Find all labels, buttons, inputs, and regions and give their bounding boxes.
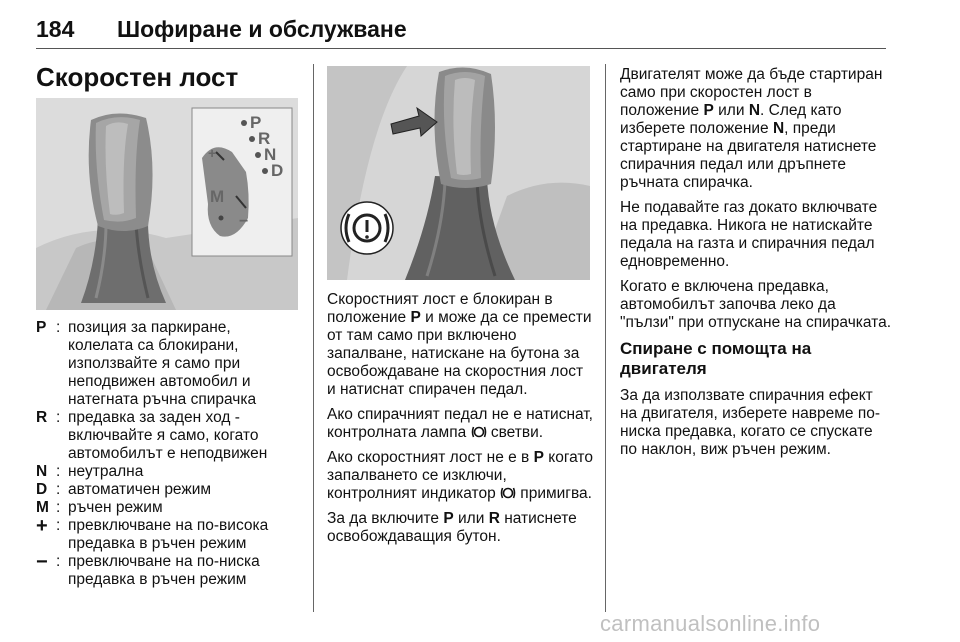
paragraph: За да включите P или R натиснете освобождаващия бутон. xyxy=(327,510,577,545)
gear-minus-symbol: − xyxy=(239,213,249,230)
gear-position-definitions xyxy=(36,319,298,589)
definition-row: − : превключване на по-ниска предавка в ръчен режим xyxy=(36,551,260,588)
column-divider-left xyxy=(313,64,314,612)
definition-row: R : предавка за заден ход - включвайте я само, когато автомобилът е неподвижен xyxy=(36,409,268,462)
paragraph: Двигателят може да бъде стартиран само при скоростен лост в положение P или N. След като изберете положение N, преди стартиране на двигателя натиснете спирачния педал или дръпнете ръчната спирачка. xyxy=(620,66,883,191)
brake-warning-icon xyxy=(471,425,487,439)
gear-letter-m: M xyxy=(210,187,225,206)
definition-row: N : неутрална xyxy=(36,463,144,480)
engine-braking-heading: Спиране с помощта на двигателя xyxy=(620,339,812,378)
header-rule xyxy=(36,48,886,49)
paragraph: Ако скоростният лост не е в P когато запалването се изключи, контролният индикатор примигва. xyxy=(327,449,593,502)
paragraph: За да използвате спирачния ефект на двигателя, изберете навреме по-ниска предавка, когато се спускате по наклон, виж ръчен режим. xyxy=(620,387,881,458)
brake-warning-icon xyxy=(500,486,516,500)
definition-row: + : превключване на по-висока предавка в ръчен режим xyxy=(36,515,269,552)
watermark: carmanualsonline.info xyxy=(600,611,821,636)
paragraph: Ако спирачният педал не е натиснат, контролната лампа светви. xyxy=(327,406,593,441)
section-title: Скоростен лост xyxy=(36,62,239,92)
paragraph: Когато е включена предавка, автомобилът започва леко да "пълзи" при отпускане на спирачката. xyxy=(620,278,892,331)
chapter-title: Шофиране и обслужване xyxy=(117,16,407,42)
gear-plus-symbol: + xyxy=(208,145,217,161)
definition-row: P : позиция за паркиране, колелата са блокирани, използвайте я само при неподвижен автомобил и натегната ръчна спирачка xyxy=(36,319,257,408)
right-column-text xyxy=(620,66,892,466)
gear-lever-release-illustration xyxy=(327,66,590,280)
definition-row: D : автоматичен режим xyxy=(36,481,212,498)
gear-lever-illustration xyxy=(36,98,298,310)
paragraph: Скоростният лост е блокиран в положение P и може да се премести от там само при включено запалване, натискане на бутона за освобождаване на скоростния лост и натиснат спирачен педал. xyxy=(327,291,592,398)
gear-letter-r: R xyxy=(258,129,271,148)
definition-row: M : ръчен режим xyxy=(36,499,163,516)
gear-letter-d: D xyxy=(271,161,284,180)
gear-letter-p: P xyxy=(250,113,262,132)
paragraph: Не подавайте газ докато включвате на предавка. Никога не натискайте педала на газта и спирачния педал едновременно. xyxy=(620,199,878,270)
middle-column-text xyxy=(327,291,593,553)
page-number: 184 xyxy=(36,16,75,42)
gear-letter-n: N xyxy=(264,145,277,164)
column-divider-right xyxy=(605,64,606,612)
